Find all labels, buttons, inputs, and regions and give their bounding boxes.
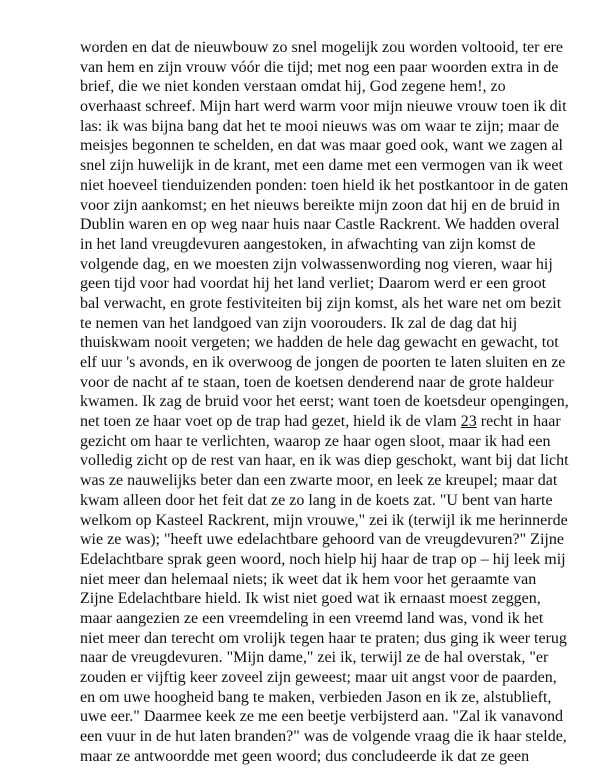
text-line: meisjes begonnen te schelden, en dat was maar goed ook, want we zagen al [80,137,563,155]
text-line: gezicht om haar te verlichten, waarop ze haar ogen sloot, maar ik had een [80,432,551,450]
text-line: thuiskwam nooit vergeten; we hadden de hele dag gewacht en gewacht, tot [80,334,559,352]
text-line: een vuur in de hut laten branden?" was de volgende vraag die ik haar stelde, [80,728,567,746]
text-line: las: ik was bijna bang dat het te mooi nieuws was om waar te zijn; maar de [80,117,559,135]
text-line: kwamen. Ik zag de bruid voor het eerst; want toen de koetsdeur opengingen, [80,393,569,411]
text-line: niet meer dan helemaal niets; ik weet dat ik hem voor het geraamte van [80,570,537,588]
text-line: niet meer dan terecht om vrolijk tegen haar te praten; dus ging ik weer terug [80,629,567,647]
text-line: voor de nacht af te staan, toen de koetsen denderend naar de grote haldeur [80,373,554,391]
text-line [80,412,561,432]
text-line: maar aangezien ze een vreemdeling in een vreemd land was, vond ik het [80,609,544,627]
text-line: brief, die we niet konden verstaan omdat hij, God zegene hem!, zo [80,78,506,96]
text-line: volledig zicht op de rest van haar, en ik was diep geschokt, want bij dat licht [80,452,569,470]
text-line: wie ze was); "heeft uwe edelachtbare gehoord van de vreugdevuren?" Zijne [80,531,564,549]
text-line: in het land vreugdevuren aangestoken, in afwachting van zijn komst de [80,235,536,253]
text-segment: net toen ze haar voet op de trap had gezet, hield ik de vlam [80,413,461,431]
text-segment: recht in haar [476,413,561,431]
text-line: Zijne Edelachtbare hield. Ik wist niet goed wat ik ernaast moest zeggen, [80,590,541,608]
text-line: volgende dag, en we moesten zijn volwassenwording nog vieren, waar hij [80,255,553,273]
page-number-link[interactable]: 23 [460,413,477,431]
text-line: uwe eer." Daarmee keek ze me een beetje verbijsterd aan. "Zal ik vanavond [80,708,564,726]
text-line: maar ze antwoordde met geen woord; dus concludeerde ik dat ze geen [80,747,530,765]
text-line: naar de vreugdevuren. "Mijn dame," zei ik, terwijl ze de hal overstak, "er [80,649,549,667]
body-text [80,38,569,766]
text-line: snel zijn huwelijk in de krant, met een dame met een vermogen van ik weet [80,157,563,175]
text-line: kwam alleen door het feit dat ze zo lang in de koets zat. "U bent van harte [80,491,553,509]
text-line: van hem en zijn vrouw vóór die tijd; met nog een paar woorden extra in de [80,58,559,76]
text-line: voor zijn aankomst; en het nieuws bereikte mijn zoon dat hij en de bruid in [80,196,560,214]
text-line: geen tijd voor had voordat hij het land verliet; Daarom werd er een groot [80,275,547,293]
text-line: overhaast schreef. Mijn hart werd warm voor mijn nieuwe vrouw toen ik dit [80,98,567,116]
text-line: Edelachtbare sprak geen woord, noch hielp hij haar de trap op – hij leek mij [80,550,566,568]
text-line: elf uur 's avonds, en ik overwoog de jongen de poorten te laten sluiten en ze [80,354,566,371]
text-line: niet hoeveel tienduizenden ponden: toen hield ik het postkantoor in de gaten [80,176,569,194]
text-line: worden en dat de nieuwbouw zo snel mogelijk zou worden voltooid, ter ere [80,39,563,56]
text-line: bal verwacht, en grote festiviteiten bij zijn komst, als het ware net om bezit [80,294,562,312]
text-line: welkom op Kasteel Rackrent, mijn vrouwe," zei ik (terwijl ik me herinnerde [80,511,568,529]
text-line: Dublin waren en op weg naar huis naar Castle Rackrent. We hadden overal [80,216,560,234]
text-line: te nemen van het landgoed van zijn voorouders. Ik zal de dag dat hij [80,314,518,332]
text-line: en om uwe hoogheid bang te maken, verbieden Jason en ik ze, alstublieft, [80,688,552,706]
text-line: was ze nauwelijks beter dan een zwarte moor, en leek ze kreupel; maar dat [80,472,558,490]
text-line: zouden er vijftig keer zoveel zijn geweest; maar uit angst voor de paarden, [80,669,557,686]
